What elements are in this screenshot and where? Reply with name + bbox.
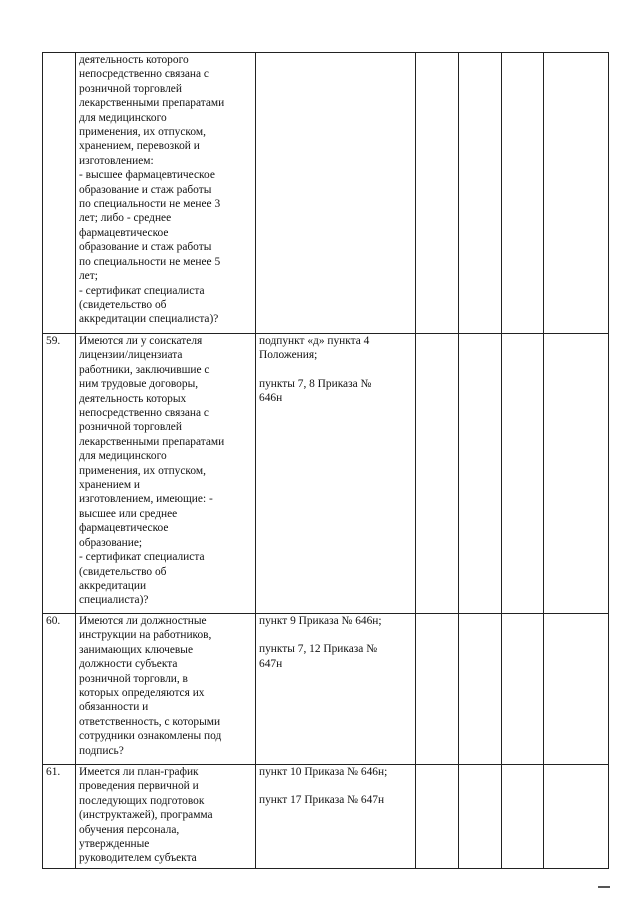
inspection-checklist-table bbox=[42, 52, 609, 869]
table-row bbox=[43, 334, 609, 614]
table-row bbox=[43, 53, 609, 334]
question-cell: Имеются ли должностные инструкции на работников, занимающих ключевые должности субъекта розничной торговли, в которых определяются их обязанности и ответственность, с которыми сотрудники ознакомлены под подпись? bbox=[76, 614, 256, 765]
answer-na-cell bbox=[502, 53, 544, 334]
question-cell: деятельность которого непосредственно связана с розничной торговлей лекарственными препаратами для медицинского применения, их отпуском, хранением, перевозкой и изготовлением: - высшее фармацевтическое образование и стаж работы по специальности не менее 3 лет; либо - среднее фармацевтическое образование и стаж работы по специальности не менее 5 лет; - сертификат специалиста (свидетельство об аккредитации специалиста)? bbox=[76, 53, 256, 334]
note-cell bbox=[544, 765, 609, 869]
answer-na-cell bbox=[502, 765, 544, 869]
note-cell bbox=[544, 334, 609, 614]
legal-reference: пункт 9 Приказа № 646н; bbox=[259, 615, 382, 627]
legal-reference-cell bbox=[256, 614, 416, 765]
note-cell bbox=[544, 614, 609, 765]
question-cell: Имеется ли план-график проведения первичной и последующих подготовок (инструктажей), программа обучения персонала, утвержденные руководителем субъекта bbox=[76, 765, 256, 869]
row-number-cell: 60. bbox=[43, 614, 76, 765]
answer-na-cell bbox=[502, 614, 544, 765]
row-number-cell bbox=[43, 53, 76, 334]
answer-no-cell bbox=[459, 334, 502, 614]
answer-no-cell bbox=[459, 765, 502, 869]
answer-no-cell bbox=[459, 614, 502, 765]
answer-no-cell bbox=[459, 53, 502, 334]
legal-reference: пункт 10 Приказа № 646н; bbox=[259, 766, 388, 778]
table-row bbox=[43, 765, 609, 869]
question-cell: Имеются ли у соискателя лицензии/лицензиата работники, заключившие с ним трудовые договоры, деятельность которых непосредственно связана с розничной торговлей лекарственными препаратами для медицинского применения, их отпуском, хранением и изготовлением, имеющие: - высшее или среднее фармацевтическое образование; - сертификат специалиста (свидетельство об аккредитации специалиста)? bbox=[76, 334, 256, 614]
answer-yes-cell bbox=[416, 614, 459, 765]
legal-reference: подпункт «д» пункта 4 Положения; bbox=[259, 335, 370, 362]
answer-yes-cell bbox=[416, 765, 459, 869]
row-number-cell: 61. bbox=[43, 765, 76, 869]
legal-reference-cell bbox=[256, 53, 416, 334]
legal-reference-cell bbox=[256, 765, 416, 869]
scan-artifact-mark bbox=[598, 886, 610, 888]
row-number-cell: 59. bbox=[43, 334, 76, 614]
legal-reference: пункты 7, 8 Приказа № 646н bbox=[259, 377, 372, 405]
answer-yes-cell bbox=[416, 334, 459, 614]
answer-yes-cell bbox=[416, 53, 459, 334]
note-cell bbox=[544, 53, 609, 334]
answer-na-cell bbox=[502, 334, 544, 614]
table-row bbox=[43, 614, 609, 765]
legal-reference: пункт 17 Приказа № 647н bbox=[259, 794, 385, 807]
legal-reference: пункты 7, 12 Приказа № 647н bbox=[259, 643, 378, 670]
legal-reference-cell bbox=[256, 334, 416, 614]
